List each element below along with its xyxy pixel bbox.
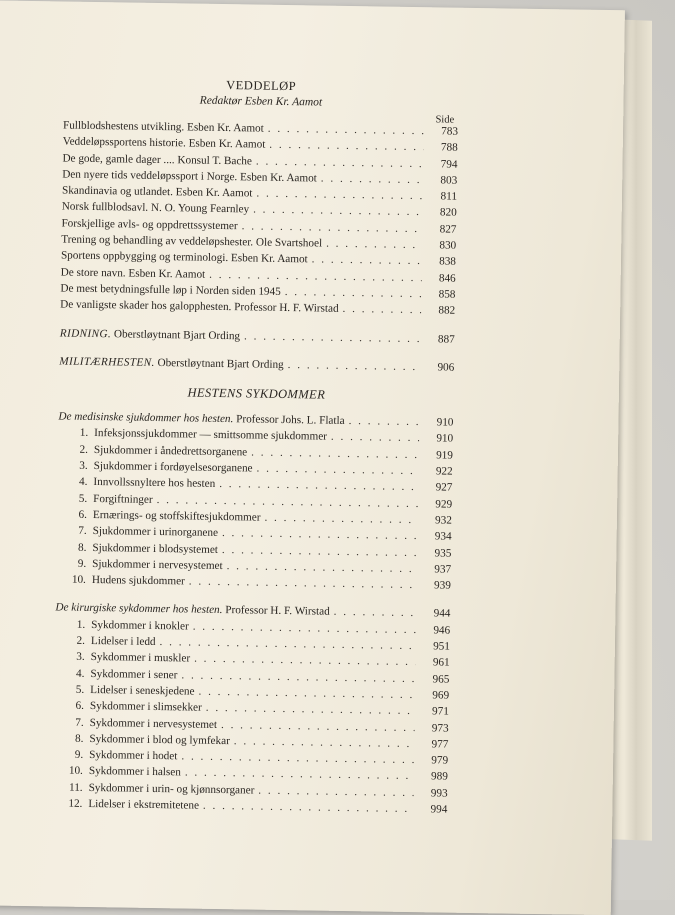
toc-entry: Forskjellige avls- og oppdrettssystemer . . . 827: [61, 217, 456, 239]
toc-subentry: 2. Lidelser i ledd . . . 951: [55, 634, 450, 656]
toc-entry: De vanligste skader hos galopphesten. Professor H. F. Wirstad . . . 882: [60, 299, 455, 321]
veddelop-entries: [60, 119, 458, 321]
toc-subentry: 6. Ernærings- og stoffskiftesjukdommer . . . 932: [57, 508, 452, 530]
toc-subentry: 12. Lidelser i ekstremitetene . . . 994: [52, 797, 447, 819]
toc-subentry: 9. Sjukdommer i nervesystemet . . . 937: [56, 557, 451, 579]
toc-subentry: 8. Sykdommer i blod og lymfekar . . . 977: [53, 732, 448, 754]
toc-subentry: 7. Sykdommer i nervesystemet . . . 973: [54, 716, 449, 738]
toc-subentry: 5. Lidelser i seneskjedene . . . 969: [54, 683, 449, 705]
toc-entry: Veddeløpssportens historie. Esben Kr. Aamot . . . 788: [63, 136, 458, 158]
side-column-label: Side: [435, 114, 455, 126]
section-title-veddelop: VEDDELØP: [226, 78, 297, 94]
toc-subentry: 4. Sykdommer i sener . . . 965: [54, 667, 449, 689]
militaer-heading: MILITÆRHESTEN.: [59, 355, 155, 369]
toc-entry: Fullblodshestens utvikling. Esben Kr. Aamot . . . 783: [63, 119, 458, 141]
table-of-contents: [52, 75, 459, 819]
medisinske-heading-row: De medisinske sjukdommer hos hesten. Professor Johs. L. Flatla . . . 910: [58, 411, 453, 433]
toc-entry-militaer: MILITÆRHESTEN. Oberstløytnant Bjart Ording . . . 906: [59, 355, 454, 377]
kirurgiske-items: [52, 618, 450, 820]
toc-entry: Den nyere tids veddeløpssport i Norge. Esben Kr. Aamot . . . 803: [62, 168, 457, 190]
toc-subentry: 10. Sykdommer i halsen . . . 989: [53, 765, 448, 787]
toc-entry-ridning: RIDNING. Oberstløytnant Bjart Ording . . . 887: [60, 327, 455, 349]
toc-subentry: 5. Forgiftninger . . . 929: [57, 492, 452, 514]
section-title-sykdommer: HESTENS SYKDOMMER: [187, 385, 326, 402]
toc-subentry: 3. Sjukdommer i fordøyelsesorganene . . . 922: [58, 459, 453, 481]
toc-entry: De mest betydningsfulle løp i Norden siden 1945 . . . 858: [60, 282, 455, 304]
toc-entry: Norsk fullblodsavl. N. O. Young Fearnley . . . 820: [62, 201, 457, 223]
section-editor: Redaktør Esben Kr. Aamot: [199, 94, 323, 109]
toc-subentry: 1. Infeksjonssjukdommer — smittsomme sjukdommer . . . 910: [58, 427, 453, 449]
toc-entry: Trening og behandling av veddeløpshester. Ole Svartshoel . . . 830: [61, 234, 456, 256]
toc-subentry: 3. Sykdommer i muskler . . . 961: [55, 651, 450, 673]
toc-subentry: 11. Sykdommer i urin- og kjønnsorganer . . . 993: [52, 781, 447, 803]
toc-entry: Sportens oppbygging og terminologi. Esben Kr. Aamot . . . 838: [61, 250, 456, 272]
toc-entry: Skandinavia og utlandet. Esben Kr. Aamot . . . 811: [62, 185, 457, 207]
toc-subentry: 6. Sykdommer i slimsekker . . . 971: [54, 700, 449, 722]
toc-subentry: 4. Innvollssnyltere hos hesten . . . 927: [57, 476, 452, 498]
toc-subentry: 9. Sykdommer i hodet . . . 979: [53, 748, 448, 770]
toc-subentry: 1. Sykdommer i knokler . . . 946: [55, 618, 450, 640]
toc-subentry: 8. Sjukdommer i blodsystemet . . . 935: [56, 541, 451, 563]
kirurgiske-heading-row: De kirurgiske sykdommer hos hesten. Professor H. F. Wirstad . . . 944: [55, 602, 450, 624]
toc-subentry: 10. Hudens sjukdommer . . . 939: [56, 574, 451, 596]
toc-subentry: 7. Sjukdommer i urinorganene . . . 934: [57, 525, 452, 547]
toc-subentry: 2. Sjukdommer i åndedrettsorganene . . . 919: [58, 443, 453, 465]
toc-entry: De gode, gamle dager .... Konsul T. Bache . . . 794: [62, 152, 457, 174]
medisinske-items: [56, 427, 454, 596]
toc-entry: De store navn. Esben Kr. Aamot . . . 846: [61, 266, 456, 288]
ridning-heading: RIDNING.: [59, 327, 112, 340]
